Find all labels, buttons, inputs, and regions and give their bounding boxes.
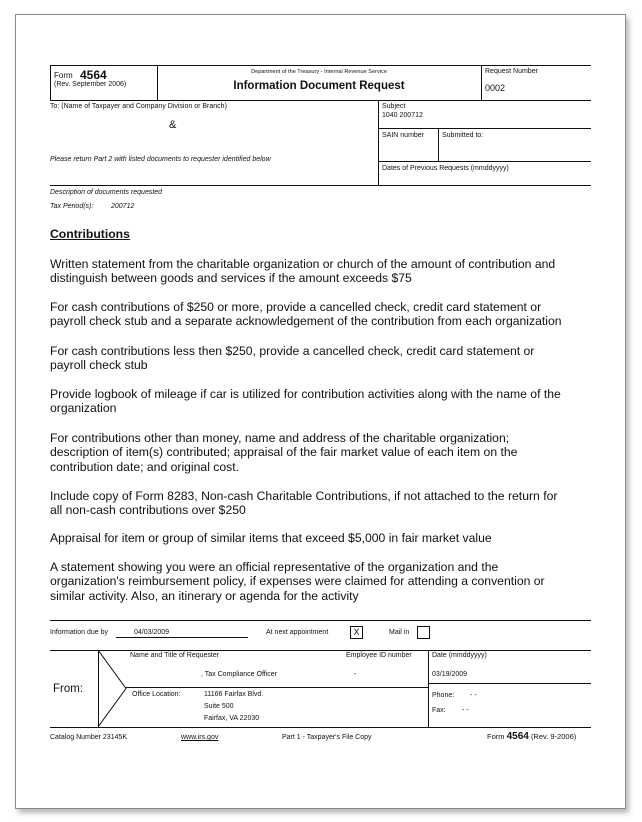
request-number-label: Request Number: [485, 68, 538, 75]
catalog-number: Catalog Number 23145K: [50, 734, 128, 741]
header-top-rule: [50, 65, 591, 66]
tax-period-label: Tax Period(s):: [50, 203, 94, 210]
address-line-3: Fairfax, VA 22030: [204, 715, 260, 722]
fax-value: - -: [462, 707, 469, 714]
form-4564-page: [15, 14, 626, 809]
form-number: 4564: [80, 68, 107, 82]
form-label: Form: [54, 71, 73, 80]
irs-website-link[interactable]: www.irs.gov: [181, 734, 219, 741]
date-label: Date (mmddyyyy): [432, 652, 487, 659]
sain-label: SAIN number: [382, 132, 425, 139]
date-column-divider: [428, 650, 429, 727]
information-due-label: Information due by: [50, 629, 108, 636]
header-left-border: [50, 65, 51, 100]
footer-form-label: [487, 731, 576, 742]
form-title: Information Document Request: [233, 80, 405, 92]
part-label: Part 1 - Taxpayer's File Copy: [282, 734, 372, 741]
paragraph: For contributions other than money, name and address of the charitable organization; description of item(s) contributed; appraisal of the fair market value of each item on the contribution date; and original cost.: [50, 431, 518, 474]
header-divider-right: [481, 65, 482, 100]
subject-bottom-rule: [378, 128, 591, 129]
from-top-rule: [50, 650, 591, 651]
submitted-to-label: Submitted to:: [442, 132, 484, 139]
header-bottom-rule: [50, 100, 591, 101]
to-subject-divider: [378, 100, 379, 185]
paragraph: A statement showing you were an official representative of the organization and the organization's reimbursement policy, if expenses were claimed for attending a convention or similar activity. Also, an itinerary or agenda for the activity: [50, 560, 545, 603]
request-number: 0002: [485, 83, 506, 93]
sain-divider: [438, 128, 439, 161]
tax-period-value: 200712: [111, 203, 135, 210]
from-label: From:: [53, 683, 84, 695]
section-heading: Contributions: [50, 227, 130, 241]
paragraph: Written statement from the charitable organization or church of the amount of contribution and distinguish between goods and services if the amount exceeds $75: [50, 257, 556, 286]
mail-in-checkbox[interactable]: [417, 626, 430, 639]
name-title-label: Name and Title of Requester: [130, 652, 220, 659]
footer-form-number: 4564: [506, 731, 529, 742]
address-line-2: Suite 500: [204, 703, 234, 710]
description-label: Description of documents requested: [50, 189, 163, 196]
footer-form-word: Form: [487, 732, 505, 741]
mail-in-label: Mail in: [389, 629, 410, 636]
paragraph: Appraisal for item or group of similar items that exceed $5,000 in fair market value: [50, 531, 492, 545]
footer-form-revision: (Rev. 9-2006): [530, 732, 577, 741]
paragraph: For cash contributions less then $250, provide a cancelled check, credit card statement or payroll check stub: [50, 344, 535, 373]
date-bottom-rule: [428, 683, 591, 684]
phone-label: Phone:: [432, 692, 455, 699]
employee-id-label: Employee ID number: [346, 652, 412, 659]
from-bottom-rule: [50, 727, 591, 728]
to-block-bottom-rule: [50, 185, 591, 186]
taxpayer-name: &: [169, 119, 177, 131]
previous-requests-label: Dates of Previous Requests (mmddyyyy): [382, 165, 509, 172]
paragraph: Provide logbook of mileage if car is utilized for contribution activities along with the name of the organization: [50, 387, 561, 416]
fax-label: Fax:: [432, 707, 446, 714]
address-line-1: 11166 Fairfax Blvd.: [204, 691, 264, 698]
to-label: To: (Name of Taxpayer and Company Division or Branch): [50, 103, 227, 110]
next-appointment-label: At next appointment: [266, 629, 329, 636]
information-due-date: 04/03/2009: [134, 629, 170, 636]
office-location-label: Office Location:: [132, 691, 181, 698]
from-middle-rule: [126, 687, 428, 688]
next-appointment-checkbox[interactable]: X: [350, 626, 363, 639]
phone-value: - -: [470, 692, 477, 699]
return-note: Please return Part 2 with listed documents to requester identified below: [50, 156, 271, 163]
employee-id-value: -: [354, 671, 357, 678]
sain-bottom-rule: [378, 161, 591, 162]
department-label: Department of the Treasury - Internal Revenue Service: [251, 69, 387, 75]
subject-value: 1040 200712: [382, 112, 423, 119]
paragraph: Include copy of Form 8283, Non-cash Charitable Contributions, if not attached to the return for all non-cash contributions over $250: [50, 489, 558, 518]
form-revision: (Rev. September 2006): [54, 81, 127, 88]
date-value: 03/19/2009: [432, 671, 468, 678]
requester-name-title: , Tax Compliance Officer: [201, 671, 277, 678]
subject-label: Subject: [382, 103, 406, 110]
due-date-underline: [116, 637, 248, 638]
paragraph: For cash contributions of $250 or more, provide a cancelled check, credit card statement or payroll check stub and a separate acknowledgement of the contribution from each organization: [50, 300, 562, 329]
due-top-rule: [50, 620, 591, 621]
from-arrow-shape: [98, 650, 128, 728]
